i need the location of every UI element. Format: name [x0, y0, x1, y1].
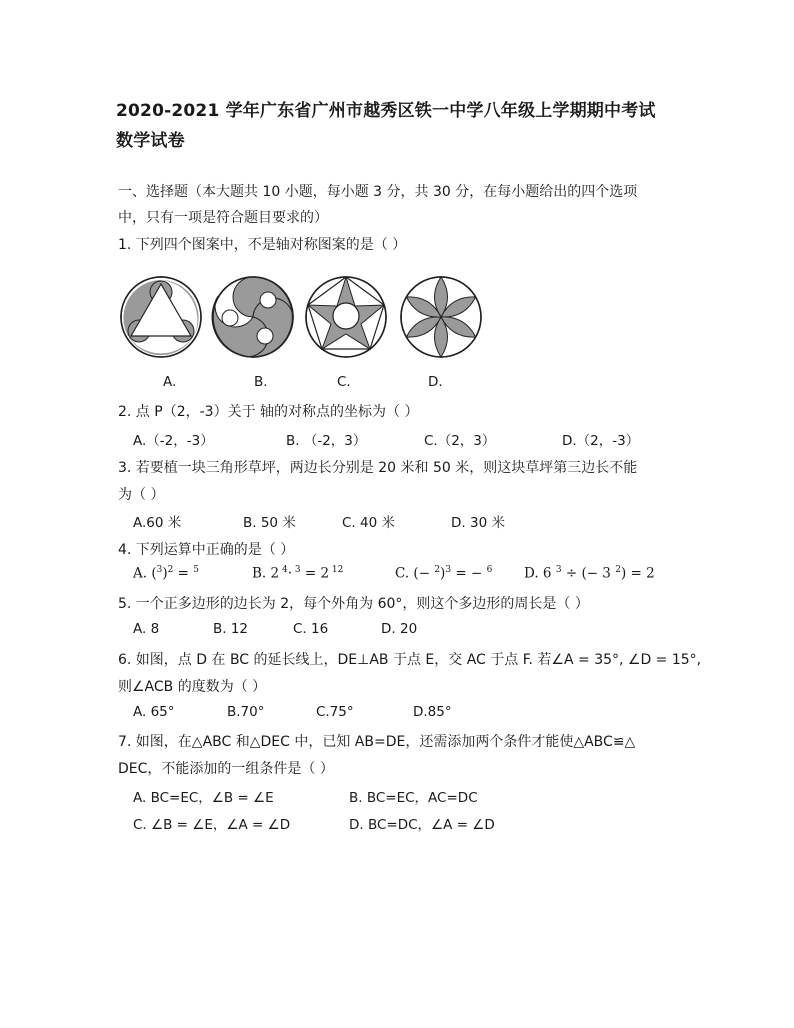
q5-option-d: D. 20 — [381, 621, 418, 637]
figure-label-d: D. — [428, 374, 443, 390]
q4-option-d — [524, 565, 655, 582]
q4-b-exp2: 3 — [291, 565, 301, 575]
q4-a-part: = — [173, 565, 194, 582]
document-title-line2: 数学试卷 — [116, 131, 185, 151]
q4-c-exp1: 2 — [434, 565, 441, 575]
q2-option-d: D.（2，-3） — [562, 433, 640, 449]
question-5-stem: 5. 一个正多边形的边长为 2，每个外角为 60°，则这个多边形的周长是（ ） — [118, 596, 589, 612]
q7-option-b: B. BC=EC，AC=DC — [349, 790, 478, 806]
q5-option-c: C. 16 — [293, 621, 329, 637]
q6-option-a: A. 65° — [133, 704, 175, 720]
q4-c-exp2: 3 — [445, 565, 452, 575]
q4-d-exp2: 2 — [615, 565, 621, 575]
q4-option-b — [252, 565, 343, 582]
question-7-stem-line2: DEC，不能添加的一组条件是（ ） — [118, 761, 334, 777]
figure-b — [210, 274, 296, 360]
q4-b-part: = 2 — [300, 565, 330, 582]
q2-option-a: A.（-2，-3） — [133, 433, 214, 449]
q6-option-d: D.85° — [413, 704, 452, 720]
question-3-stem-line2: 为（ ） — [118, 487, 165, 503]
question-2-stem: 2. 点 P（2，-3）关于 轴的对称点的坐标为（ ） — [118, 404, 419, 420]
q7-option-c: C. ∠B = ∠E，∠A = ∠D — [133, 817, 291, 833]
question-6-stem-line1: 6. 如图，点 D 在 BC 的延长线上，DE⊥AB 于点 E，交 AC 于点 F. 若∠A = 35°, ∠D = 15°, — [118, 652, 702, 668]
q4-d-part: ÷ (− 3 — [561, 565, 616, 582]
q3-option-d: D. 30 米 — [451, 515, 505, 531]
question-6-stem-line2: 则∠ACB 的度数为（ ） — [118, 679, 267, 695]
q2-option-c: C.（2，3） — [424, 433, 496, 449]
q4-option-a — [133, 565, 199, 582]
q4-d-exp1: 3 — [555, 565, 562, 575]
q4-c-part: C. (− — [395, 565, 435, 582]
q7-option-a: A. BC=EC，∠B = ∠E — [133, 790, 274, 806]
q3-option-c: C. 40 米 — [342, 515, 395, 531]
q6-option-c: C.75° — [316, 704, 354, 720]
q4-a-exp3: 5 — [193, 565, 199, 575]
q3-option-b: B. 50 米 — [243, 515, 296, 531]
question-1-stem: 1. 下列四个图案中，不是轴对称图案的是（ ） — [118, 237, 407, 253]
q4-d-part: ) = 2 — [620, 565, 655, 582]
q4-b-exp3: 12 — [329, 565, 344, 575]
q4-b-part: B. 2 — [252, 565, 280, 582]
q4-a-part: ) — [162, 565, 168, 582]
figure-c — [303, 274, 389, 360]
q4-a-part: A. ( — [133, 565, 157, 582]
figure-label-b: B. — [254, 374, 268, 390]
figure-a — [118, 274, 204, 360]
q4-b-exp1: 4 — [279, 565, 288, 575]
q2-option-b: B. （-2，3） — [286, 433, 367, 449]
q4-c-part: = − — [451, 565, 487, 582]
q7-option-d: D. BC=DC，∠A = ∠D — [349, 817, 495, 833]
question-3-stem-line1: 3. 若要植一块三角形草坪，两边长分别是 20 米和 50 米，则这块草坪第三边长不能 — [118, 460, 638, 476]
q4-a-exp1: 3 — [156, 565, 163, 575]
q4-option-c — [395, 565, 492, 582]
figure-label-c: C. — [337, 374, 351, 390]
figure-d — [398, 274, 484, 360]
q5-option-a: A. 8 — [133, 621, 160, 637]
q4-c-part: ) — [440, 565, 446, 582]
q4-c-exp3: 6 — [486, 565, 493, 575]
q6-option-b: B.70° — [227, 704, 265, 720]
q4-a-exp2: 2 — [167, 565, 174, 575]
figure-label-a: A. — [163, 374, 177, 390]
q3-option-a: A.60 米 — [133, 515, 182, 531]
question-7-stem-line1: 7. 如图，在△ABC 和△DEC 中，已知 AB=DE，还需添加两个条件才能使△ABC≌△ — [118, 734, 636, 750]
q4-b-part: · — [287, 565, 292, 582]
q5-option-b: B. 12 — [213, 621, 249, 637]
section-heading-line1: 一、选择题（本大题共 10 小题，每小题 3 分，共 30 分，在每小题给出的四个选项 — [118, 184, 638, 200]
section-heading-line2: 中，只有一项是符合题目要求的） — [118, 210, 328, 226]
question-4-stem: 4. 下列运算中正确的是（ ） — [118, 542, 295, 558]
q4-d-part: D. 6 — [524, 565, 556, 582]
document-title-line1: 2020-2021 学年广东省广州市越秀区铁一中学八年级上学期期中考试 — [116, 101, 656, 121]
